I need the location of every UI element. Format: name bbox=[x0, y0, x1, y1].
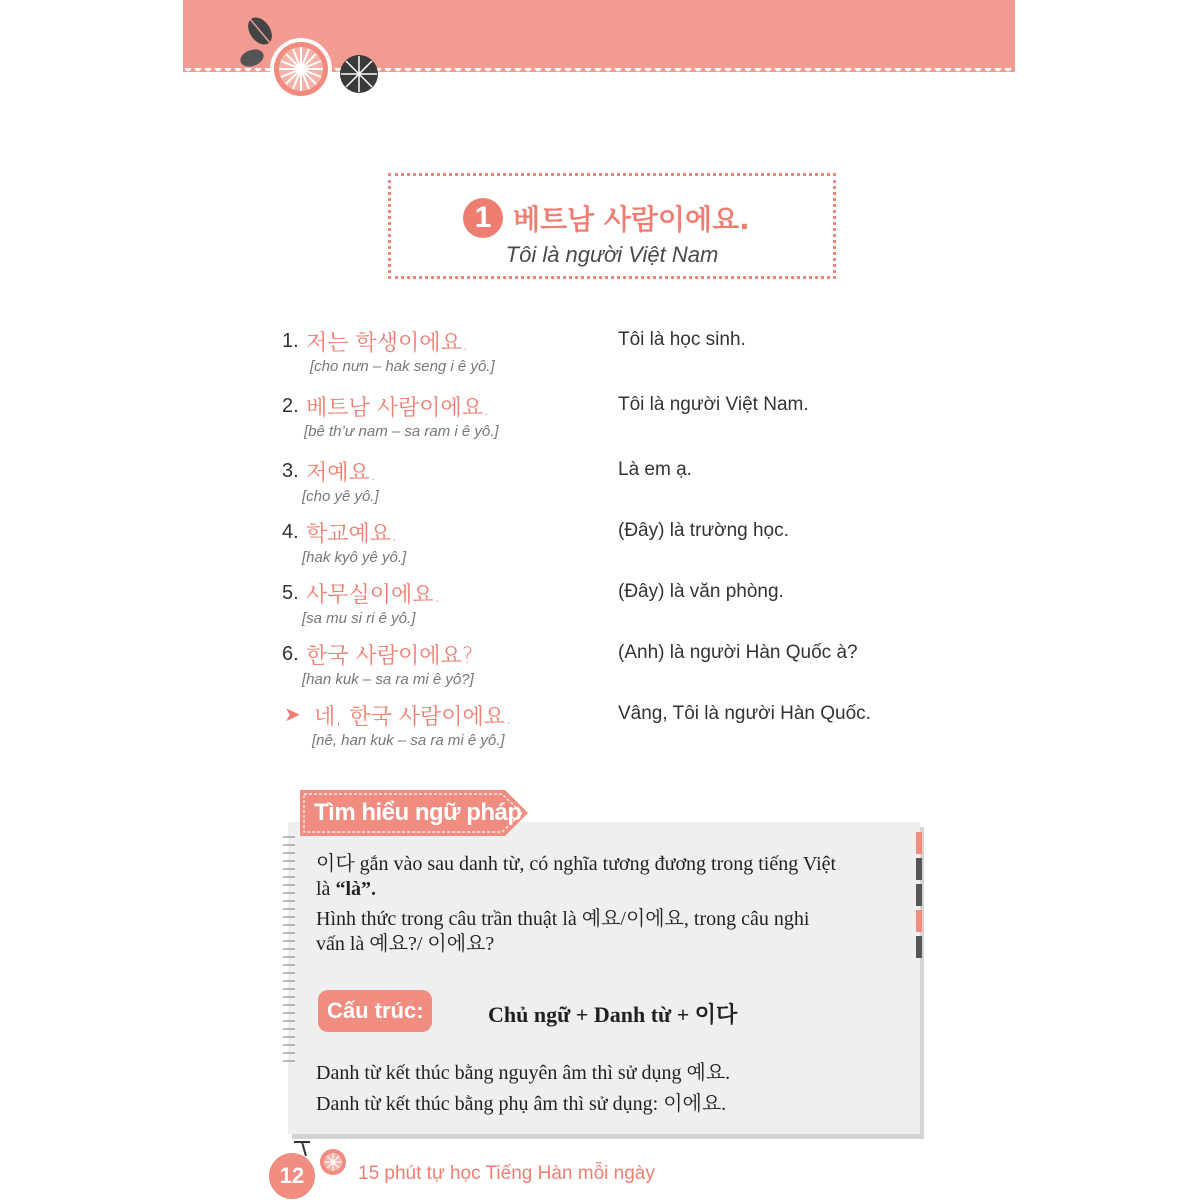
grammar-rule-2: Danh từ kết thúc bằng phụ âm thì sử dụng: 이에요. bbox=[316, 1093, 727, 1115]
sentence-romanization: [cho yê yô.] bbox=[302, 488, 379, 505]
grammar-paragraph-1-bold: “là”. bbox=[335, 878, 376, 900]
page-tab bbox=[916, 858, 922, 880]
grammar-paragraph-1-text: là bbox=[316, 878, 336, 900]
sentence-korean: 네, 한국 사람이에요. bbox=[314, 705, 512, 730]
sentence-romanization: [cho nưn – hak seng i ê yô.] bbox=[310, 358, 495, 375]
grammar-paragraph-2-line-1: Hình thức trong câu trần thuật là 예요/이에요, trong câu nghi bbox=[316, 908, 810, 930]
book-title: 15 phút tự học Tiếng Hàn mỗi ngày bbox=[358, 1163, 655, 1184]
page-number: 12 bbox=[269, 1153, 315, 1199]
sentence-korean: 저는 학생이에요. bbox=[306, 331, 469, 356]
sentence-number: 4. bbox=[282, 521, 299, 543]
grammar-rule-1: Danh từ kết thúc bằng nguyên âm thì sử dụng 예요. bbox=[316, 1062, 731, 1084]
sentence-korean: 학교예요. bbox=[306, 522, 399, 547]
page-tab bbox=[916, 910, 922, 932]
page-tab bbox=[916, 936, 922, 958]
notebook-spiral bbox=[283, 836, 295, 1066]
sentence-romanization: [han kuk – sa ra mi ê yô?] bbox=[302, 671, 474, 688]
grammar-paragraph-1-line-1: 이다 gắn vào sau danh từ, có nghĩa tương đương trong tiếng Việt bbox=[316, 853, 837, 875]
sentence-korean: 사무실이에요. bbox=[306, 583, 441, 608]
sentence-vietnamese: (Đây) là trường học. bbox=[618, 520, 789, 541]
sentence-korean: 저예요. bbox=[306, 461, 377, 486]
dark-citrus-slice-icon bbox=[340, 55, 378, 93]
lesson-title-korean: 베트남 사람이에요. bbox=[513, 203, 750, 236]
grammar-heading-tab bbox=[300, 790, 528, 836]
sentence-korean: 베트남 사람이에요. bbox=[306, 396, 491, 421]
grammar-heading: Tìm hiểu ngữ pháp bbox=[314, 799, 522, 826]
grammar-paragraph-1 bbox=[316, 852, 896, 902]
structure-label: Cấu trúc: bbox=[327, 998, 424, 1023]
grammar-paragraph-2 bbox=[316, 907, 896, 957]
lesson-title-box bbox=[388, 173, 836, 279]
header-right-edge bbox=[1011, 0, 1015, 72]
sentence-vietnamese: Là em ạ. bbox=[618, 459, 692, 480]
sentence-vietnamese: Vâng, Tôi là người Hàn Quốc. bbox=[618, 703, 871, 724]
structure-formula: Chủ ngữ + Danh từ + 이다 bbox=[488, 1002, 738, 1027]
sentence-number: 3. bbox=[282, 460, 299, 482]
sentence-romanization: [nê, han kuk – sa ra mi ê yô.] bbox=[312, 732, 505, 749]
lesson-title-vietnamese: Tôi là người Việt Nam bbox=[505, 242, 719, 267]
page-tab bbox=[916, 832, 922, 854]
answer-arrow-icon: ➤ bbox=[284, 702, 301, 726]
sentence-number: 1. bbox=[282, 330, 299, 352]
sentence-romanization: [hak kyô yê yô.] bbox=[302, 549, 407, 566]
citrus-decoration-icon bbox=[238, 14, 383, 106]
leaf-icon bbox=[238, 14, 277, 70]
grammar-paragraph-2-line-2: vấn là 예요?/ 이에요? bbox=[316, 933, 495, 955]
sentence-number: 6. bbox=[282, 643, 299, 665]
sentence-romanization: [bê th’ư nam – sa ram i ê yô.] bbox=[304, 423, 499, 440]
structure-badge bbox=[318, 990, 432, 1032]
sentence-vietnamese: Tôi là người Việt Nam. bbox=[618, 394, 809, 415]
sentence-number: 5. bbox=[282, 582, 299, 604]
page-tab bbox=[916, 884, 922, 906]
sentence-number: 2. bbox=[282, 395, 299, 417]
grammar-paragraph-1-line-2 bbox=[316, 877, 896, 902]
lesson-number-badge: 1 bbox=[463, 198, 503, 238]
sentence-korean: 한국 사람이에요? bbox=[306, 644, 474, 669]
sentence-romanization: [sa mu si ri ê yô.] bbox=[302, 610, 416, 627]
sentence-vietnamese: Tôi là học sinh. bbox=[618, 329, 746, 350]
sentence-vietnamese: (Đây) là văn phòng. bbox=[618, 581, 784, 602]
header-left-edge bbox=[183, 0, 187, 72]
citrus-slice-icon bbox=[270, 38, 332, 100]
sentence-vietnamese: (Anh) là người Hàn Quốc à? bbox=[618, 642, 858, 663]
